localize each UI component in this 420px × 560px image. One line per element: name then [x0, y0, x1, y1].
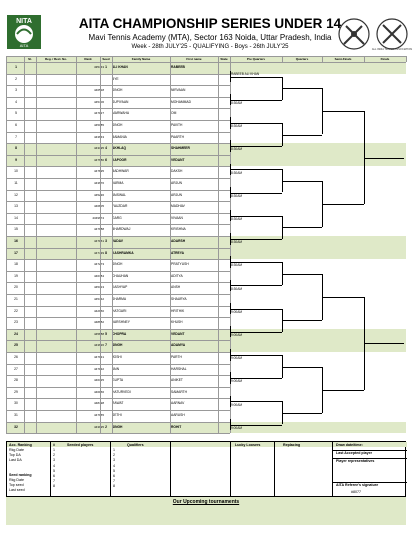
- first-name: HRITHIK: [171, 308, 185, 313]
- draw-position: 32: [14, 424, 18, 429]
- draw-position: 11: [14, 181, 18, 185]
- family-name: MARWAHA: [112, 111, 130, 116]
- col-seed: Seed: [102, 57, 110, 61]
- first-name: KRISHNA: [171, 227, 186, 232]
- family-name: KAPOOR: [112, 157, 127, 162]
- first-name: KHUSH: [171, 320, 183, 325]
- first-name: VEDANT: [171, 157, 185, 162]
- first-name: SHAHMEER: [171, 146, 190, 151]
- last-accepted: Last Accepted player: [336, 451, 373, 455]
- reg-number: 446784: [93, 273, 104, 278]
- match-time: 8:30AM: [231, 286, 242, 291]
- first-name: ARJUN: [171, 181, 182, 185]
- draw-position: 3: [15, 88, 17, 93]
- top-seed: Top seed: [9, 483, 24, 487]
- reg-number: 446518: [93, 88, 104, 93]
- qualifier-number: 3: [113, 458, 115, 463]
- first-name: PRATYUSH: [171, 262, 189, 267]
- draw-position: 29: [14, 389, 18, 394]
- match-time: 9:00AM: [231, 379, 242, 384]
- reg-number: 446325: [93, 378, 104, 383]
- reg-number: 443995: [93, 424, 104, 429]
- family-name: JAIN: [112, 366, 120, 371]
- first-name: PARTH: [171, 355, 182, 359]
- match-time: 8:30AM: [231, 124, 242, 129]
- match-time: 9:00AM: [231, 402, 242, 407]
- family-name: SINGH: [112, 88, 123, 93]
- seed-number: 5: [105, 331, 107, 336]
- first-name: HARSHAL: [171, 366, 187, 371]
- match-time: 9:00AM: [231, 332, 242, 337]
- reg-number: 443395: [93, 146, 104, 151]
- qualifiers: Qualifiers: [127, 442, 144, 447]
- last-seed: Last seed: [9, 488, 25, 492]
- nita-logo: [6, 14, 42, 50]
- family-name: CHOPRA: [112, 331, 127, 336]
- first-name: PAVITH: [171, 123, 183, 127]
- seed-number: 3: [105, 239, 107, 243]
- referee-id: #8077: [351, 490, 361, 494]
- lucky-losers: Lucky Loosers: [235, 442, 261, 447]
- reg-number: 443643: [93, 134, 104, 139]
- match-time: 8:30AM: [231, 193, 242, 198]
- first-name: AARUSH: [171, 413, 185, 417]
- col-semi: Semi-Finals: [334, 57, 352, 61]
- seed-number: 2: [105, 424, 107, 429]
- match-time: 8:30AM: [231, 170, 242, 175]
- first-name: DAKSH: [171, 169, 183, 174]
- draw-position: 10: [14, 169, 18, 174]
- draw-position: 25: [14, 343, 18, 348]
- match-time: 8:30AM: [231, 240, 242, 245]
- draw-position: 18: [14, 262, 18, 267]
- reg-number: 445236: [93, 192, 104, 197]
- draw-position: 19: [14, 273, 18, 278]
- match-time: 8:30AM: [231, 100, 242, 105]
- draw-position: 24: [14, 331, 18, 336]
- draw-position: 2: [15, 76, 17, 81]
- family-name: SINGH: [112, 424, 123, 429]
- seed-ranking: Seed ranking: [9, 473, 32, 477]
- seeded-hash: #: [53, 442, 55, 447]
- draw-position: 21: [14, 297, 18, 301]
- replacing: Replacing: [283, 442, 301, 447]
- family-name: KASHRAMKA: [112, 250, 134, 255]
- seed-number: 7: [105, 343, 107, 348]
- first-name: MOHAMMAD: [171, 99, 191, 104]
- seed-number: 1: [105, 65, 107, 69]
- family-name: SINGH: [112, 343, 123, 348]
- seed-number: 4: [105, 146, 107, 151]
- reg-number: 447151: [93, 239, 104, 243]
- first-name: ADARSH: [171, 239, 186, 243]
- venue: Mavi Tennis Academy (MTA), Sector 163 Noida, Uttar Pradesh, India: [88, 33, 332, 42]
- first-name: ROHIT: [171, 424, 182, 429]
- reg-number: 447988: [93, 227, 104, 232]
- draw-position: 5: [15, 111, 17, 116]
- reg-number: 447132: [93, 366, 104, 371]
- draw-position: 1: [15, 65, 17, 69]
- first-name: NIRVAAN: [171, 88, 186, 93]
- match-time: 8:30AM: [231, 263, 242, 268]
- seeded-number: 4: [53, 463, 55, 468]
- first-name: ANSH: [171, 285, 181, 290]
- qualifier-number: 4: [113, 463, 115, 468]
- rkg-date-2: Rkg Date: [9, 478, 24, 482]
- qualifier-number: 6: [113, 474, 115, 478]
- seeded-number: 2: [53, 453, 55, 458]
- family-name: GARG: [112, 215, 122, 220]
- seeded-number: 6: [53, 474, 55, 478]
- seeded-number: 5: [53, 468, 55, 473]
- col-finals: Finals: [380, 57, 390, 61]
- reg-number: 447955: [93, 413, 104, 417]
- week-line: Week - 28th JULY'25 - QUALIFYING - Boys - 26th JULY'25: [131, 44, 289, 50]
- draw-position: 26: [14, 355, 18, 359]
- first-name: ADAMYA: [171, 343, 186, 348]
- reg-number: 445442: [93, 297, 104, 301]
- reg-number: 443626: [93, 343, 104, 348]
- reg-number: 445313: [93, 285, 104, 290]
- match-time: 9:00AM: [231, 356, 242, 361]
- draw-position: 20: [14, 285, 18, 290]
- family-name: AKHLAQ: [112, 146, 127, 151]
- draw-position: 28: [14, 378, 18, 383]
- first-name: RABEEB: [171, 65, 185, 69]
- reg-number: 448682: [93, 320, 104, 325]
- first-name: AARNAV: [171, 401, 185, 406]
- first-name: PAARTH: [171, 134, 185, 139]
- reg-number: 447895: [93, 169, 104, 174]
- draw-position: 23: [14, 320, 18, 325]
- upcoming-tournaments: [6, 497, 406, 525]
- family-name: BHARDWAJ: [112, 227, 131, 232]
- reg-number: 447931: [93, 355, 104, 359]
- family-name: SINGH: [112, 262, 123, 267]
- seeded-number: 3: [53, 458, 55, 463]
- reg-number: 447273: [93, 262, 104, 267]
- match-time: 8:30AM: [231, 216, 242, 221]
- col-reg: Reg. / Rect. No.: [44, 57, 67, 61]
- first-name: ARJUN: [171, 192, 182, 197]
- seed-number: 8: [105, 250, 107, 255]
- last-da: Last DA: [9, 458, 22, 462]
- reg-number: 4349674: [92, 215, 104, 220]
- first-name: VIVAAN: [171, 215, 183, 220]
- col-family: Family Name: [131, 57, 151, 61]
- reg-number: 448498: [93, 401, 104, 406]
- reg-number: 445406: [93, 99, 104, 104]
- qualifier-number: 1: [113, 448, 115, 452]
- family-name: HATGARI: [112, 308, 127, 313]
- tennis-logo: [336, 16, 372, 52]
- seed-number: 6: [105, 157, 107, 162]
- reg-number: 445888: [93, 331, 104, 336]
- match-time: 8:30AM: [231, 147, 242, 152]
- footer-panel: [6, 441, 406, 497]
- first-name: ANIKET: [171, 378, 183, 383]
- qualifier-number: 8: [113, 484, 115, 489]
- aita-logo: [371, 16, 413, 52]
- draw-position: 16: [14, 239, 18, 243]
- col-prequarters: Pre Quarters: [246, 57, 266, 61]
- first-name: VEDANT: [171, 331, 185, 336]
- seeded-number: 8: [53, 484, 55, 489]
- family-name: VARSHNEY: [112, 320, 130, 325]
- match-time: 9:00AM: [231, 425, 242, 430]
- col-first: First name: [186, 57, 202, 61]
- upcoming-link[interactable]: Our Upcoming tournaments: [172, 499, 240, 505]
- reg-number: 445085: [93, 123, 104, 127]
- family-name: FAUZDAR: [112, 204, 128, 209]
- seeded-players: Seeded players: [67, 442, 94, 447]
- draw-position: 22: [14, 308, 18, 313]
- first-name: SHAURYA: [171, 297, 187, 301]
- acc-ranking: Acc. Ranking: [9, 442, 32, 447]
- player-reps: Player representatives: [336, 459, 375, 463]
- draw-position: 17: [14, 250, 18, 255]
- seeded-number: 1: [53, 448, 55, 452]
- first-name: ADITYA: [171, 273, 183, 278]
- round1-winner: RABEEB ALI KHAN: [231, 72, 260, 77]
- draw-position: 7: [15, 134, 17, 139]
- reg-number: 446156: [93, 389, 104, 394]
- col-state: State: [220, 57, 228, 61]
- draw-position: 30: [14, 401, 18, 406]
- family-name: GUPTA: [112, 378, 124, 383]
- qualifier-number: 2: [113, 453, 115, 458]
- draw-position: 13: [14, 204, 18, 209]
- draw-position: 12: [14, 192, 18, 197]
- family-name: HATURVEDI: [112, 389, 131, 394]
- family-name: JOSHI: [112, 355, 122, 359]
- draw-position: 14: [14, 215, 18, 220]
- family-name: YADAV: [112, 239, 123, 243]
- reg-number: 447127: [93, 111, 104, 116]
- draw-position: 27: [14, 366, 18, 371]
- draw-position: 8: [15, 146, 17, 151]
- logo-left-text: NITA: [16, 18, 32, 25]
- first-name: ATREYA: [171, 250, 185, 255]
- reg-number: 447439: [93, 250, 104, 255]
- referee-sig: AITA Referee's signature: [336, 483, 379, 487]
- seeded-number: 7: [53, 479, 55, 484]
- reg-number: 446805: [93, 204, 104, 209]
- draw-position: 6: [15, 123, 17, 127]
- family-name: CHAUHAN: [112, 273, 129, 278]
- draw-date: Draw date/time:: [336, 442, 363, 447]
- top-da: Top DA: [9, 453, 21, 457]
- reg-number: 435443: [93, 65, 104, 69]
- family-name: SHARMA: [112, 297, 127, 301]
- reg-number: 442950: [93, 308, 104, 313]
- rkg-date: Rkg Date: [9, 448, 24, 452]
- family-name: RAWAT: [112, 401, 124, 406]
- first-name: MADHAV: [171, 204, 185, 209]
- family-name: JAISWAL: [112, 192, 126, 197]
- family-name: KASHYAP: [112, 285, 128, 290]
- first-name: OM: [171, 111, 177, 116]
- first-name: SAMARTH: [171, 389, 188, 394]
- match-time: 9:00AM: [231, 309, 242, 314]
- family-name: ALI KHAN: [112, 65, 128, 69]
- col-rank: Rank: [84, 57, 92, 61]
- reg-number: 447680: [93, 157, 104, 162]
- logo-left-sub: AITA: [19, 43, 29, 48]
- family-name: SINGH: [112, 123, 123, 127]
- family-name: BYE: [112, 76, 119, 81]
- draw-position: 4: [15, 99, 17, 104]
- family-name: SUPIYAAN: [112, 99, 129, 104]
- family-name: VARMA: [112, 181, 124, 185]
- reg-number: 443676: [93, 181, 104, 185]
- draw-table: [6, 56, 406, 441]
- header: [0, 0, 420, 56]
- family-name: SETHI: [112, 413, 122, 417]
- draw-position: 9: [15, 157, 17, 162]
- family-name: BADHWAR: [112, 169, 129, 174]
- family-name: BAMANIA: [112, 134, 127, 139]
- col-st: St.: [28, 57, 32, 61]
- qualifier-number: 5: [113, 468, 115, 473]
- page-title: AITA CHAMPIONSHIP SERIES UNDER 14: [78, 16, 342, 31]
- col-quarters: Quarters: [295, 57, 309, 61]
- draw-position: 31: [14, 413, 18, 417]
- qualifier-number: 7: [113, 479, 115, 484]
- draw-position: 15: [14, 227, 18, 232]
- logo-right-text: ALL INDIA TENNIS ASSOCIATION: [371, 48, 413, 51]
